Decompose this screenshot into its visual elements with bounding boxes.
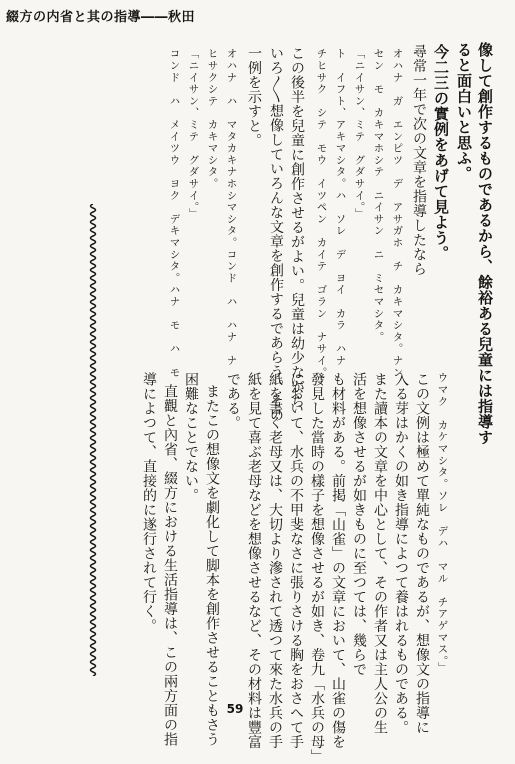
text-column: セン モ カキマホシテ ニイサン ニ ミセマシタ。 <box>372 48 385 343</box>
text-column: 活を想像させるが如きものに至つては、幾らで <box>351 372 367 677</box>
text-column: オハナ ガ エンピツ デ アサガホ チ カキマシタ。ナン <box>391 48 404 379</box>
text-column: 一例を示すと。 <box>246 46 262 148</box>
text-column: も材料がある。前掲「山雀」の文章において、山雀の傷を <box>330 372 346 749</box>
text-column: 紙を見て喜ぶ老母などを想像させるなど、その材料は豐富 <box>246 372 262 749</box>
text-column: オハナ ハ マタカキナホシマシタ。コンド ハ ハナ ナ <box>225 48 238 367</box>
text-column: ト イフト、アキマシタ。ハ ソレ デ ヨイ カラ ハナ <box>334 48 347 367</box>
text-column: ヒサクシテ カキマシタ。 <box>206 48 219 190</box>
text-column: 入る芽はかくの如き指導によつて養はれるものである。 <box>393 372 409 735</box>
text-column: である。 <box>225 372 241 430</box>
text-column: チヒサク シテ モウ イツペン カイテ ゴラン ナサイ。」 <box>315 48 328 385</box>
running-head: 綴方の内省と其の指導――秋田 <box>6 10 196 25</box>
text-column: 紙を書く老母又は、大切より滲されて透つて來た水兵の手 <box>267 372 283 749</box>
text-column: 直觀と內省、綴方における生活指導は、この兩方面の指 <box>162 384 178 747</box>
text-column: この後半を兒童に創作させるがよい。兒童は幼少ながら <box>289 46 305 409</box>
text-column: いろ〳〵想像していろんな文章を創作するであらう。その <box>268 46 284 423</box>
page-number: 59 <box>226 702 244 716</box>
text-column: またこの想像文を劇化して脚本を創作させることもさう <box>204 384 220 747</box>
wavy-divider <box>86 204 100 676</box>
text-column: ると面白いと思ふ。 <box>455 42 473 182</box>
text-column: 導によつて、直接的に遂行されて行く。 <box>141 372 157 633</box>
text-column: 發見した當時の樣子を想像させるが如き、卷九「水兵の母」 <box>309 372 325 764</box>
text-column: ウマク カケマシタ。ソレ デハ マル チアゲマス。」 <box>436 372 449 674</box>
text-column: また讀本の文章を中心として、その作者又は主人公の生 <box>372 372 388 735</box>
text-column: において、水兵の不甲斐なさに張りさける胸をおさへて手 <box>288 372 304 749</box>
text-column: この文例は極めて單純なものであるが、想像文の指導に <box>414 372 430 735</box>
text-column: 「ニイサン、ミテ グダサイ。」 <box>187 48 200 220</box>
text-column: 尋常一年で次の文章を指導したなら <box>411 44 427 276</box>
text-column: コンド ハ メイツウ ヨク デキマシタ。ハナ モ ハ モ <box>168 48 181 379</box>
text-column: 像して創作するものであるから、餘裕ある兒童には指導す <box>476 42 494 445</box>
text-column: 「ニイサン、ミテ グダサイ。」 <box>353 48 366 220</box>
text-column: 困難なことでない。 <box>183 372 199 503</box>
text-column: 今二三の實例をあげて見よう。 <box>432 44 450 261</box>
